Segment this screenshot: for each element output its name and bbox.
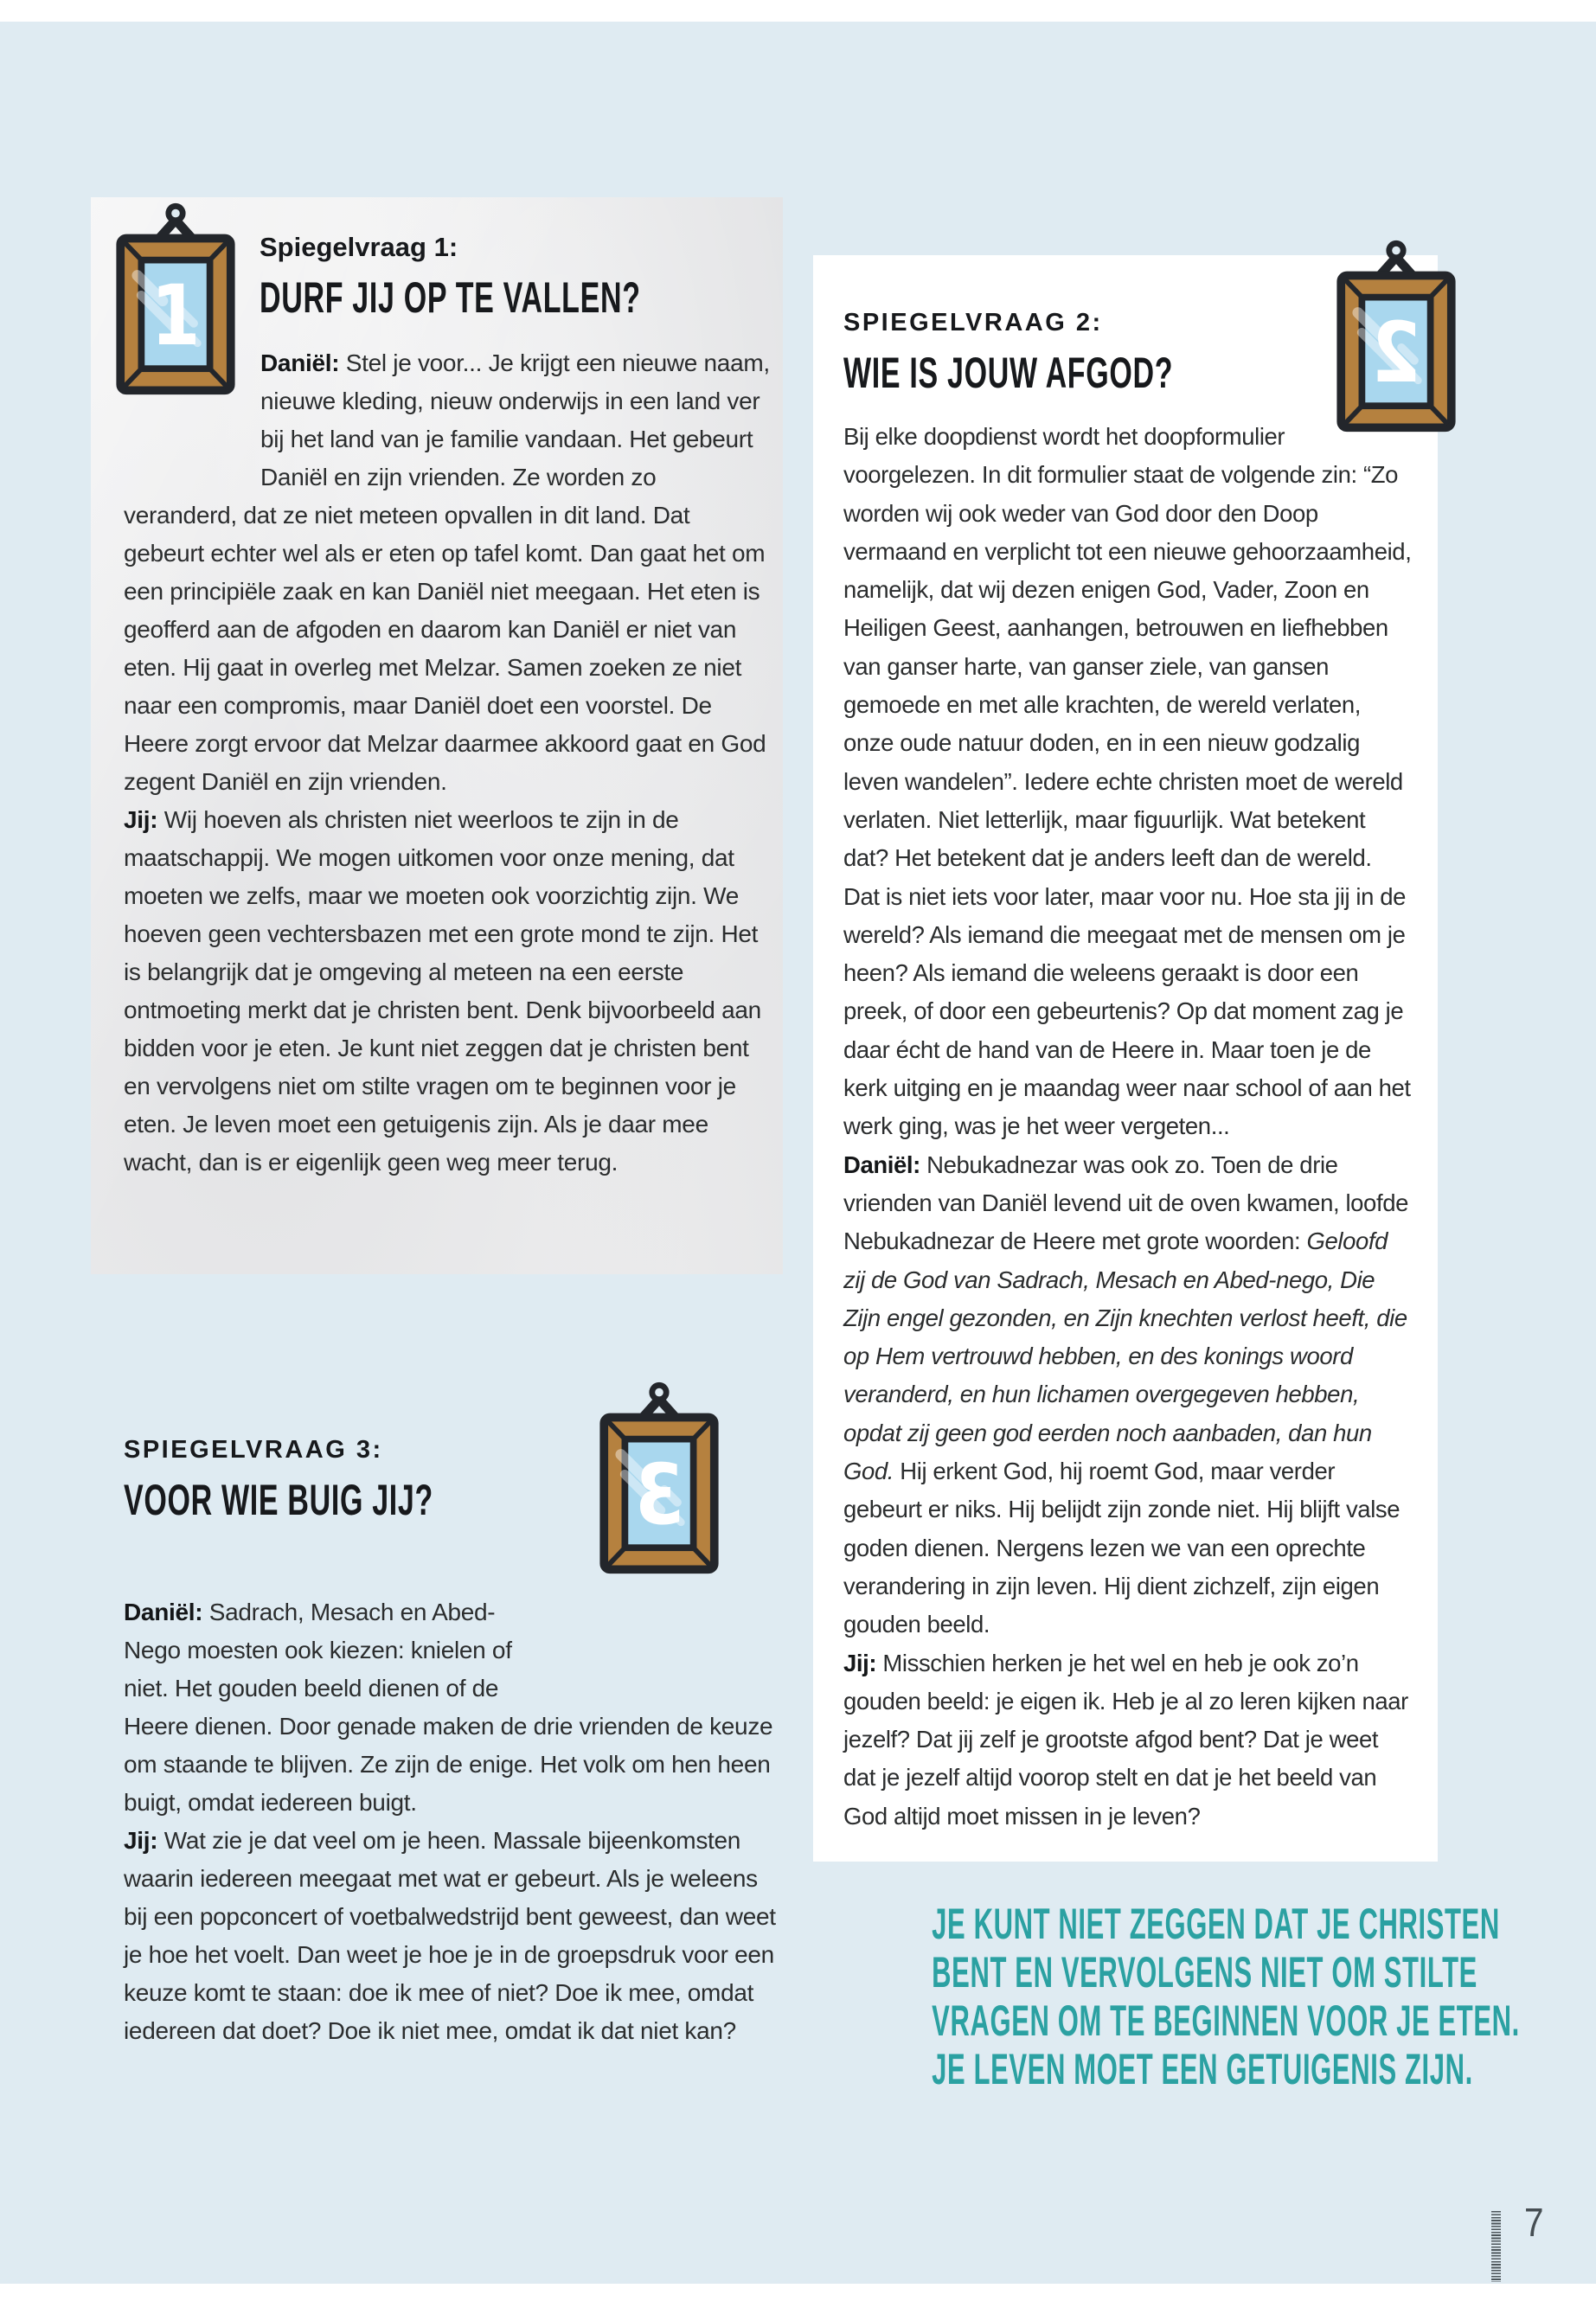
paragraph: Bij elke doopdienst wordt het doopformulier voorgelezen. In dit formulier staat de volgende zin: “Zo worden wij ook weder van God door den Doop vermaand en verplicht tot een nieuwe gehoorzaamheid, namelijk, dat wij dezen enigen God, Vader, Zoon en Heiligen Geest, aanhangen, betrouwen en liefhebben van ganser harte, van ganser ziele, van gansen gemoede en met alle krachten, de wereld verlaten, onze oude natuur doden, en in een nieuw godzalig leven wandelen”. Iedere echte christen moet de wereld verlaten. Niet letterlijk, maar figuurlijk. Wat betekent dat? Het betekent dat je anders leeft dan de wereld. Dat is niet iets voor later, maar voor nu. Hoe sta jij in de wereld? Als iemand die meegaat met de mensen om je heen? Als iemand die weleens geraakt is door een preek, of door een gebeurtenis? Op dat moment zag je daar écht de hand van de Heere in. Maar toen je de kerk uitging en je maandag weer naar school of aan het werk ging, was je het weer vergeten...: [843, 423, 1412, 1140]
pull-quote-line: JE LEVEN MOET EEN GETUIGENIS ZIJN.: [932, 2045, 1473, 2093]
paragraph: Jij: Wij hoeven als christen niet weerloos te zijn in de maatschappij. We mogen uitkomen voor onze mening, dat moeten we zelfs, maar we moeten ook voorzichtig zijn. We hoeven geen vechtersbazen met een grote mond te zijn. Het is belangrijk dat je omgeving al meteen na een eerste ontmoeting merkt dat je christen bent. Denk bijvoorbeeld aan bidden voor je eten. Je kunt niet zeggen dat je christen bent en vervolgens niet om stilte vragen om te beginnen voor je eten. Je leven moet een getuigenis zijn. Als je daar mee wacht, dan is er eigenlijk geen weg meer terug.: [124, 806, 761, 1176]
section-1-label: Spiegelvraag 1:: [260, 232, 458, 262]
text-wrap-spacer: [541, 1593, 783, 1671]
section-3-title: VOOR WIE BUIG JIJ?: [124, 1476, 433, 1524]
pull-quote-line: VRAGEN OM TE BEGINNEN VOOR JE ETEN.: [932, 1997, 1520, 2045]
pull-quote: [813, 1900, 1520, 2093]
paragraph: Daniël: Nebukadnezar was ook zo. Toen de drie vrienden van Daniël levend uit de oven kwamen, loofde Nebukadnezar de Heere met grote woorden: Geloofd zij de God van Sadrach, Mesach en Abed-nego, Die Zijn engel gezonden, en Zijn knechten verlost heeft, die op Hem vertrouwd hebben, en des konings woord veranderd, en hun lichamen overgegeven hebben, opdat zij geen god eerden noch aanbaden, dan hun God. Hij erkent God, hij roemt God, maar verder gebeurt er niks. Hij belijdt zijn zonde niet. Hij blijft valse goden dienen. Nergens lezen we van een oprechte verandering in zijn leven. Hij dient zichzelf, zijn eigen gouden beeld.: [843, 1150, 1408, 1638]
paragraph: Jij: Wat zie je dat veel om je heen. Massale bijeenkomsten waarin iedereen meegaat met wat er gebeurt. Als je weleens bij een popconcert of voetbalwedstrijd bent geweest, dan weet je hoe het voelt. Dan weet je hoe je in de groepsdruk voor een keuze komt te staan: doe ik mee of niet? Doe ik mee, omdat iedereen dat doet? Doe ik niet mee, omdat ik dat niet kan?: [124, 1827, 776, 2044]
section-2-body: [843, 418, 1412, 1836]
mirror-number: 3: [634, 1446, 684, 1544]
paragraph: Daniël: Sadrach, Mesach en Abed-Nego moesten ook kiezen: knielen of niet. Het gouden beeld dienen of de Heere dienen. Door genade maken de drie vrienden de keuze om staande te blijven. Ze zijn de enige. Het volk om hen heen buigt, omdat iedereen buigt.: [124, 1593, 783, 1822]
section-3-label: SPIEGELVRAAG 3:: [124, 1436, 383, 1464]
page-edge-tick-ruler: [1491, 2211, 1501, 2282]
paragraph: Daniël: Stel je voor... Je krijgt een nieuwe naam, nieuwe kleding, nieuw onderwijs in een land ver bij het land van je familie vandaan. Het gebeurt Daniël en zijn vrienden. Ze worden zo veranderd, dat ze niet meteen opvallen in dit land. Dat gebeurt echter wel als er eten op tafel komt. Dan gaat het om een principiële zaak en kan Daniël niet meegaan. Het eten is geofferd aan de afgoden en daarom kan Daniël er niet van eten. Hij gaat in overleg met Melzar. Samen zoeken ze niet naar een compromis, maar Daniël doet een voorstel. De Heere zorgt ervoor dat Melzar daarmee akkoord gaat en God zegent Daniël en zijn vrienden.: [124, 344, 772, 801]
section-3-body: [124, 1593, 783, 2050]
mirror-frame-2-icon: [1333, 239, 1459, 435]
mirror-number: 1: [151, 267, 201, 365]
page-number: 7: [1524, 2200, 1544, 2245]
mirror-number: 2: [1371, 304, 1421, 402]
section-2-label: SPIEGELVRAAG 2:: [843, 309, 1103, 336]
mirror-frame-1-icon: [112, 202, 239, 398]
pull-quote-line: BENT EN VERVOLGENS NIET OM STILTE: [932, 1948, 1477, 1997]
section-1-title: DURF JIJ OP TE VALLEN?: [260, 273, 641, 322]
mirror-frame-3-icon: [596, 1381, 722, 1577]
section-2-title: WIE IS JOUW AFGOD?: [843, 349, 1174, 397]
section-1-body: [124, 344, 772, 1182]
section-spiegelvraag-2: [813, 255, 1438, 1862]
pull-quote-line: JE KUNT NIET ZEGGEN DAT JE CHRISTEN: [932, 1900, 1500, 1948]
paragraph: Jij: Misschien herken je het wel en heb je ook zo’n gouden beeld: je eigen ik. Heb je al zo leren kijken naar jezelf? Dat jij zelf je grootste afgod bent? Dat je weet dat je jezelf altijd voorop stelt en dat je het beeld van God altijd moet missen in je leven?: [843, 1649, 1408, 1830]
